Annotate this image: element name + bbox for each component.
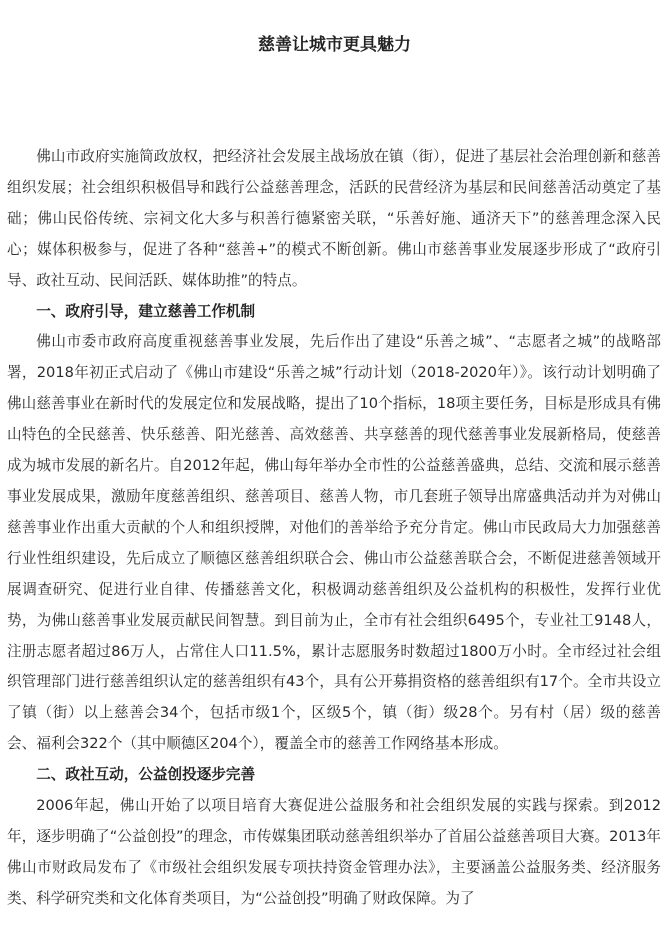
section-2-paragraph: 2006年起，佛山开始了以项目培育大赛促进公益服务和社会组织发展的实践与探索。到2012年，逐步明确了“公益创投”的理念，市传媒集团联动慈善组织举办了首届公益慈善项目大赛。2013年佛山市财政局发布了《市级社会组织发展专项扶持资金管理办法》，主要涵盖公益服务类、经济服务类、科学研究类和文化体育类项目，为“公益创投”明确了财政保障。为了 (7, 797, 661, 907)
section-1-paragraph: 佛山市委市政府高度重视慈善事业发展，先后作出了建设“乐善之城”、“志愿者之城”的战略部署，2018年初正式启动了《佛山市建设“乐善之城”行动计划（2018-2020年）》。该行动计划明确了佛山慈善事业在新时代的发展定位和发展战略，提出了10个指标，18项主要任务，目标是形成具有佛山特色的全民慈善、快乐慈善、阳光慈善、高效慈善、共享慈善的现代慈善事业发展新格局，使慈善成为城市发展的新名片。自2012年起，佛山每年举办全市性的公益慈善盛典，总结、交流和展示慈善事业发展成果，激励年度慈善组织、慈善项目、慈善人物，市几套班子领导出席盛典活动并为对佛山慈善事业作出重大贡献的个人和组织授牌，对他们的善举给予充分肯定。佛山市民政局大力加强慈善行业性组织建设，先后成立了顺德区慈善组织联合会、佛山市公益慈善联合会，不断促进慈善领域开展调查研究、促进行业自律、传播慈善文化，积极调动慈善组织及公益机构的积极性，发挥行业优势，为佛山慈善事业发展贡献民间智慧。到目前为止，全市有社会组织6495个，专业社工9148人，注册志愿者超过86万人，占常住人口11.5%，累计志愿服务时数超过1800万小时。全市经过社会组织管理部门进行慈善组织认定的慈善组织有43个，具有公开募捐资格的慈善组织有17个。全市共设立了镇（街）以上慈善会34个，包括市级1个，区级5个，镇（街）级28个。另有村（居）级的慈善会、福利会322个（其中顺德区204个），覆盖全市的慈善工作网络基本形成。 (7, 333, 661, 753)
section-heading-2: 二、政社互动，公益创投逐步完善 (36, 766, 256, 784)
article-title: 慈善让城市更具魅力 (258, 35, 411, 55)
article-body (7, 142, 661, 915)
section-heading-1: 一、政府引导，建立慈善工作机制 (36, 302, 256, 320)
intro-paragraph: 佛山市政府实施简政放权，把经济社会发展主战场放在镇（街），促进了基层社会治理创新和慈善组织发展；社会组织积极倡导和践行公益慈善理念，活跃的民营经济为基层和民间慈善活动奠定了基础；佛山民俗传统、宗祠文化大多与积善行德紧密关联，“乐善好施、通济天下”的慈善理念深入民心；媒体积极参与，促进了各种“慈善+”的模式不断创新。佛山市慈善事业发展逐步形成了“政府引导、政社互动、民间活跃、媒体助推”的特点。 (7, 148, 661, 289)
